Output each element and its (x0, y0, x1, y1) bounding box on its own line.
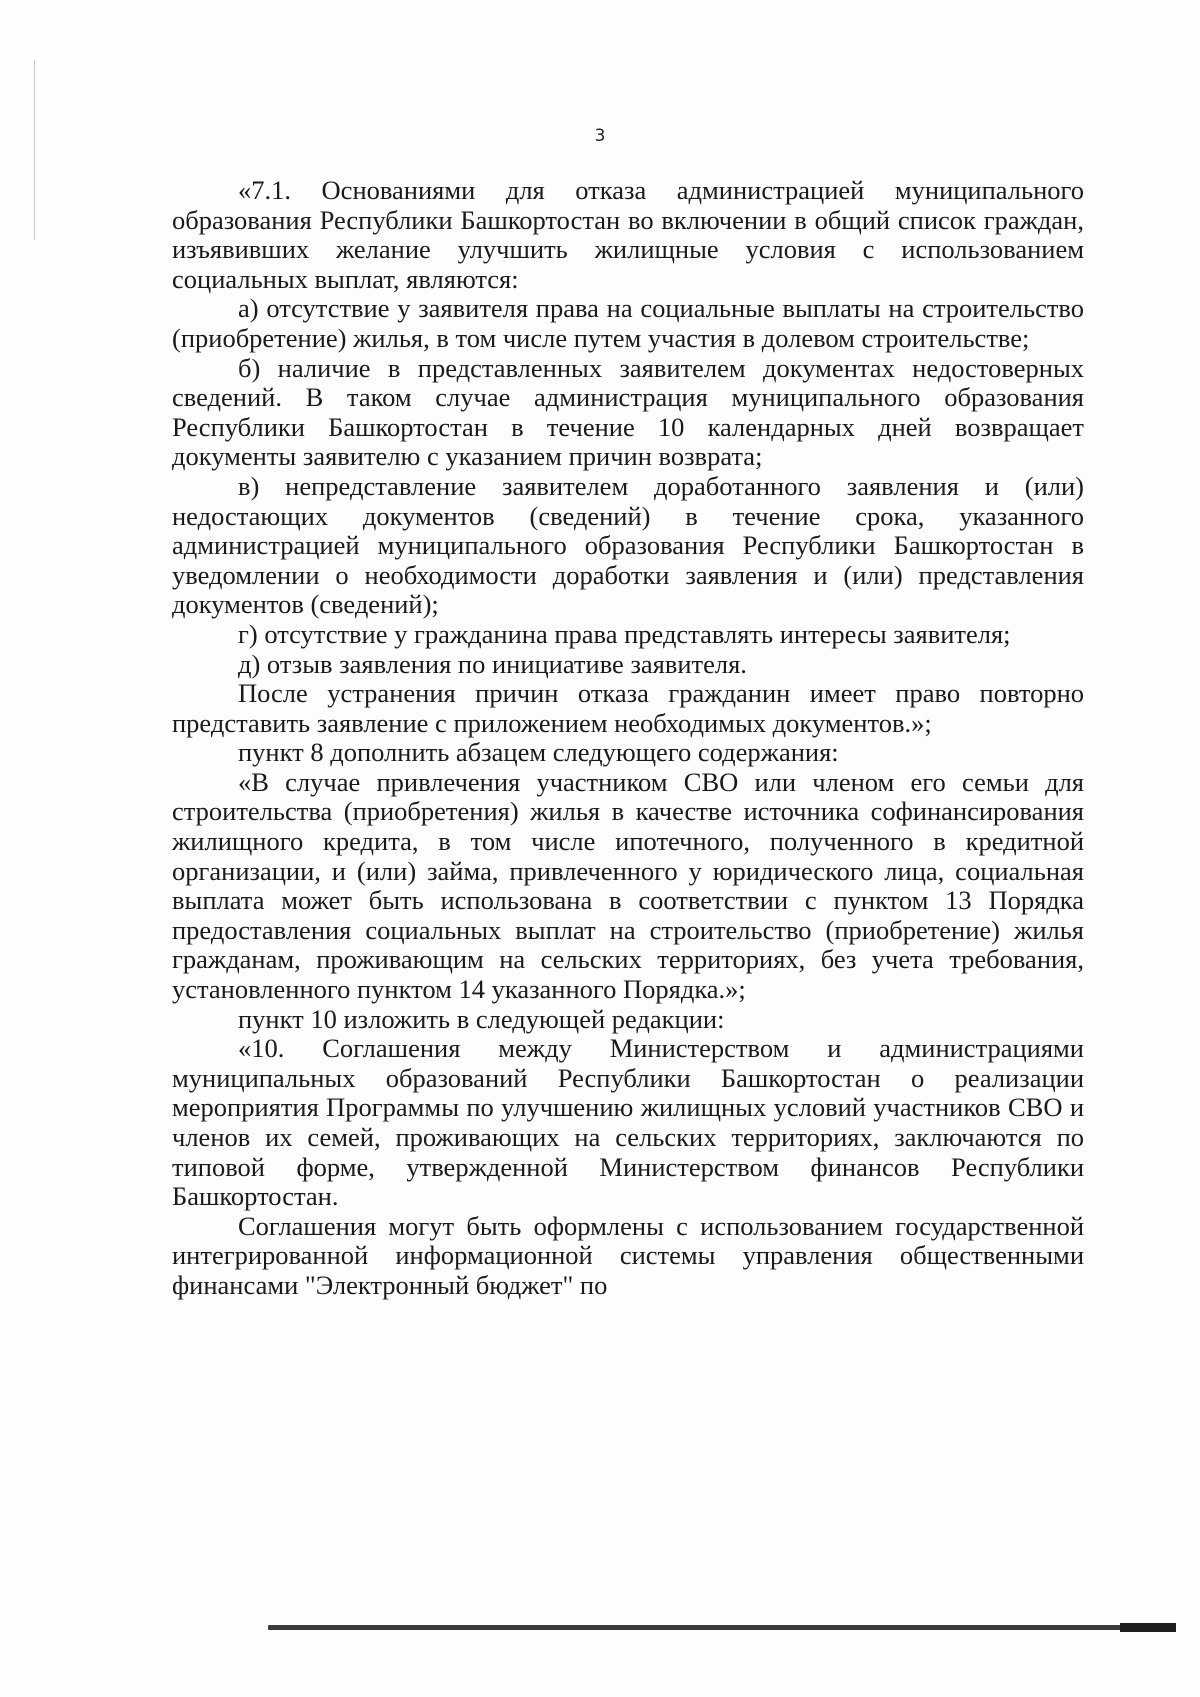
scan-edge-mark (34, 60, 35, 240)
paragraph-item-g: г) отсутствие у гражданина права представлять интересы заявителя; (238, 618, 1011, 649)
paragraph-point-10-instruction: пункт 10 изложить в следующей редакции: (238, 1003, 725, 1034)
paragraph-item-b: б) наличие в представленных заявителем документах недостоверных сведений. В таком случае администрация муниципального образования Республики Башкортостан в течение 10 календарных дней возвращает документы заявителю с указанием причин возврата; (172, 352, 1084, 472)
paragraph-point-10-text: «10. Соглашения между Министерством и администрациями муниципальных образований Республики Башкортостан о реализации мероприятия Программы по улучшению жилищных условий участников СВО и членов их семей, проживающих на сельских территориях, заключаются по типовой форме, утвержденной Министерством финансов Республики Башкортостан. (172, 1033, 1084, 1212)
paragraph-item-d: д) отзыв заявления по инициативе заявителя. (238, 648, 747, 679)
paragraph-resubmission: После устранения причин отказа гражданин имеет право повторно представить заявление с приложением необходимых документов.»; (172, 678, 1084, 738)
page-number: 3 (594, 126, 606, 146)
bottom-scan-line (268, 1625, 1176, 1630)
paragraph-item-v: в) непредставление заявителем доработанного заявления и (или) недостающих документов (сведений) в течение срока, указанного администрацией муниципального образования Республики Башкортостан в уведомлении о необходимости доработки заявления и (или) представления документов (сведений); (172, 470, 1084, 620)
paragraph-7-1-intro: «7.1. Основаниями для отказа администрацией муниципального образования Республики Башкортостан во включении в общий список граждан, изъявивших желание улучшить жилищные условия с использованием социальных выплат, являются: (172, 175, 1084, 294)
bottom-scan-line-end (1120, 1623, 1176, 1632)
paragraph-agreements: Соглашения могут быть оформлены с использованием государственной интегрированной информационной системы управления общественными финансами "Электронный бюджет" по (172, 1210, 1084, 1300)
paragraph-item-a: а) отсутствие у заявителя права на социальные выплаты на строительство (приобретение) жилья, в том числе путем участия в долевом строительстве; (172, 293, 1084, 353)
document-body (172, 176, 1084, 1301)
paragraph-point-8-text: «В случае привлечения участником СВО или членом его семьи для строительства (приобретения) жилья в качестве источника софинансирования жилищного кредита, в том числе ипотечного, полученного в кредитной организации, и (или) займа, привлеченного у юридического лица, социальная выплата может быть использована в соответствии с пунктом 13 Порядка предоставления социальных выплат на строительство (приобретение) жилья гражданам, проживающим на сельских территориях, без учета требования, установленного пунктом 14 указанного Порядка.»; (172, 766, 1084, 1005)
paragraph-point-8-instruction: пункт 8 дополнить абзацем следующего содержания: (238, 737, 839, 768)
